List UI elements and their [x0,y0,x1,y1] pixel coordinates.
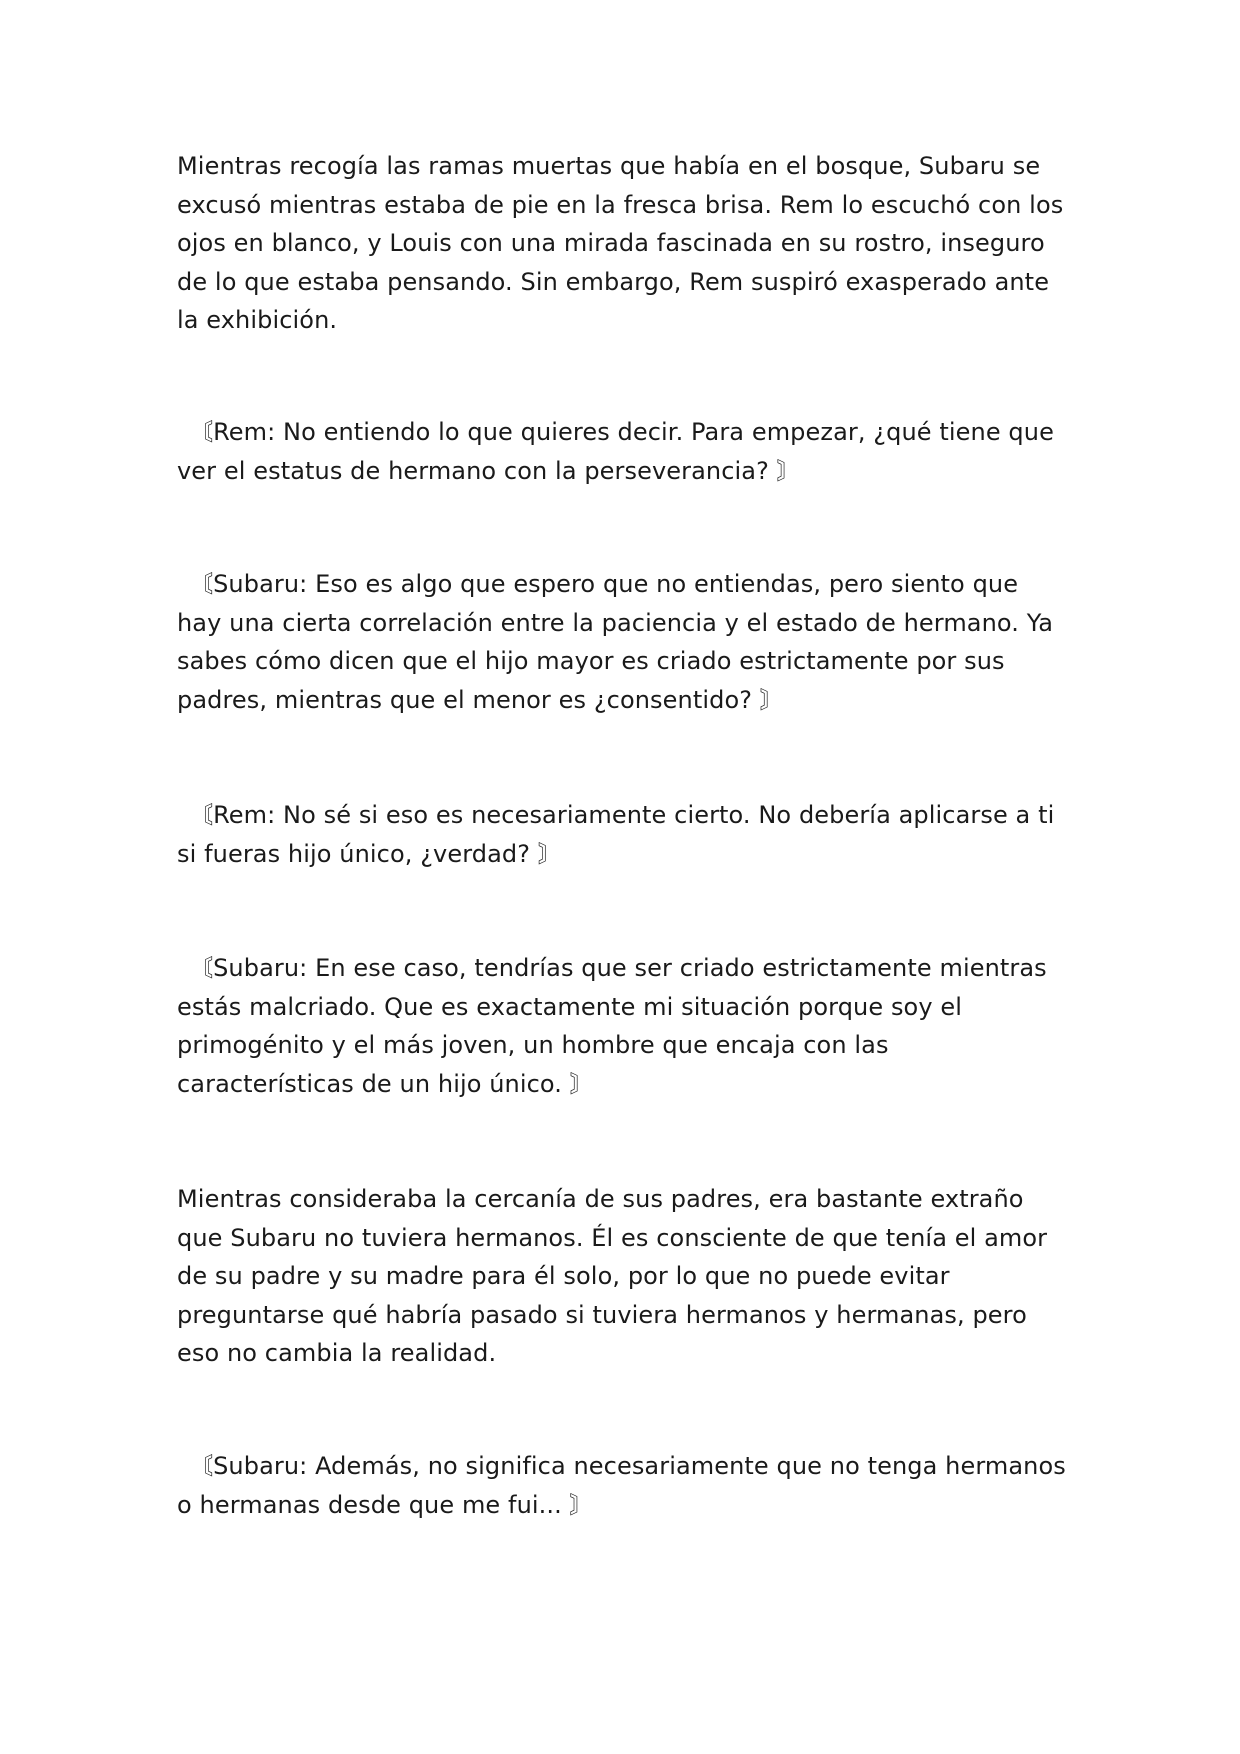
dialogue-rem: 〘Rem: No entiendo lo que quieres decir. Para empezar, ¿qué tiene que ver el estatus de hermano con la perseverancia? 〙 [177,418,1054,485]
dialogue-rem: 〘Rem: No sé si eso es necesariamente cierto. No debería aplicarse a ti si fueras hijo único, ¿verdad? 〙 [177,801,1055,868]
dialogue-subaru: 〘Subaru: Eso es algo que espero que no entiendas, pero siento que hay una cierta correlación entre la paciencia y el estado de hermano. Ya sabes cómo dicen que el hijo mayor es criado estrictamente por sus padres, mientras que el menor es ¿consentido? 〙 [177,570,1054,714]
dialogue-subaru: 〘Subaru: Además, no significa necesariamente que no tenga hermanos o hermanas desde que me fui... 〙 [177,1452,1066,1519]
narration-paragraph: Mientras recogía las ramas muertas que había en el bosque, Subaru se excusó mientras estaba de pie en la fresca brisa. Rem lo escuchó con los ojos en blanco, y Louis con una mirada fascinada en su rostro, inseguro de lo que estaba pensando. Sin embargo, Rem suspiró exasperado ante la exhibición. [177,152,1064,335]
narration-paragraph: Mientras consideraba la cercanía de sus padres, era bastante extraño que Subaru no tuviera hermanos. Él es consciente de que tenía el amor de su padre y su madre para él solo, por lo que no puede evitar preguntarse qué habría pasado si tuviera hermanos y hermanas, pero eso no cambia la realidad. [177,1185,1048,1368]
dialogue-subaru: 〘Subaru: En ese caso, tendrías que ser criado estrictamente mientras estás malcriado. Que es exactamente mi situación porque soy el primogénito y el más joven, un hombre que encaja con las características de un hijo único. 〙 [177,954,1047,1098]
